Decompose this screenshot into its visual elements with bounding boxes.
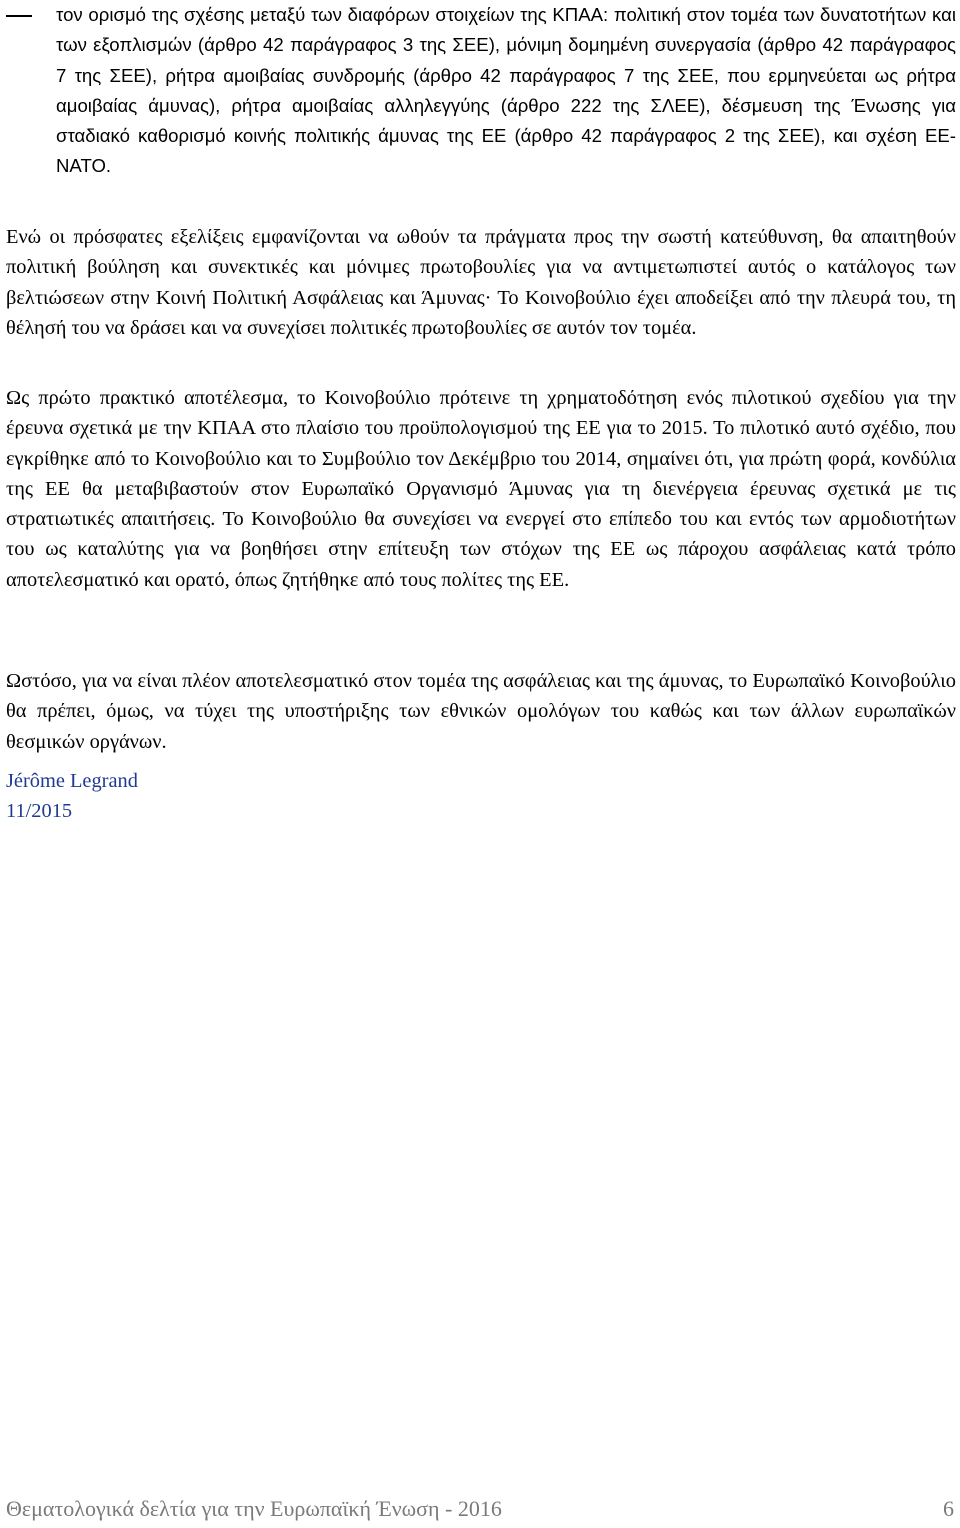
footer-title: Θεματολογικά δελτία για την Ευρωπαϊκή Ένωση - 2016 xyxy=(6,1496,502,1521)
paragraph-1: Ενώ οι πρόσφατες εξελίξεις εμφανίζονται να ωθούν τα πράγματα προς την σωστή κατεύθυνση, θα απαιτηθούν πολιτική βούληση και συνεκτικές και μόνιμες πρωτοβουλίες για να αντιμετωπιστεί αυτός ο κατάλογος των βελτιώσεων στην Κοινή Πολιτική Ασφάλειας και Άμυνας· Το Κοινοβούλιο έχει αποδείξει από την πλευρά του, τη θέλησή του να δράσει και να συνεχίσει πολιτικές πρωτοβουλίες σε αυτόν τον τομέα. xyxy=(6,226,956,339)
author-name: Jérôme Legrand xyxy=(6,770,138,792)
bullet-text: τον ορισμό της σχέσης μεταξύ των διαφόρων στοιχείων της ΚΠΑΑ: πολιτική στον τομέα των δυνατοτήτων και των εξοπλισμών (άρθρο 42 παράγραφος 3 της ΣΕΕ), μόνιμη δομημένη συνεργασία (άρθρο 42 παράγραφος 7 της ΣΕΕ), ρήτρα αμοιβαίας συνδρομής (άρθρο 42 παράγραφος 7 της ΣΕΕ, που ερμηνεύεται ως ρήτρα αμοιβαίας άμυνας), ρήτρα αμοιβαίας αλληλεγγύης (άρθρο 222 της ΣΛΕΕ), δέσμευση της Ένωσης για σταδιακό καθορισμό κοινής πολιτικής άμυνας της ΕΕ (άρθρο 42 παράγραφος 2 της ΣΕΕ), και σχέση ΕΕ-ΝΑΤΟ. xyxy=(56,4,956,177)
author-date: 11/2015 xyxy=(6,800,73,822)
paragraph-2: Ως πρώτο πρακτικό αποτέλεσμα, το Κοινοβούλιο πρότεινε τη χρηματοδότηση ενός πιλοτικού σχεδίου για την έρευνα σχετικά με την ΚΠΑΑ στο πλαίσιο του προϋπολογισμού της ΕΕ για το 2015. Το πιλοτικό αυτό σχέδιο, που εγκρίθηκε από το Κοινοβούλιο και το Συμβούλιο τον Δεκέμβριο του 2014, σημαίνει ότι, για πρώτη φορά, κονδύλια της ΕΕ θα μεταβιβαστούν στον Ευρωπαϊκό Οργανισμό Άμυνας για τη διενέργεια έρευνας σχετικά με τις στρατιωτικές απαιτήσεις. Το Κοινοβούλιο θα συνεχίσει να ενεργεί στο επίπεδο του και εντός των αρμοδιοτήτων του ως καταλύτης για να βοηθήσει στην επίτευξη των στόχων της ΕΕ ως πάροχου ασφάλειας κατά τρόπο αποτελεσματικό και ορατό, όπως ζητήθηκε από τους πολίτες της ΕΕ. xyxy=(6,387,956,591)
page-number: 6 xyxy=(943,1496,954,1521)
dash-bullet-icon xyxy=(6,15,32,17)
paragraph-3: Ωστόσο, για να είναι πλέον αποτελεσματικό στον τομέα της ασφάλειας και της άμυνας, το Ευρωπαϊκό Κοινοβούλιο θα πρέπει, όμως, να τύχει της υποστήριξης των εθνικών ομολόγων του καθώς και των άλλων ευρωπαϊκών θεσμικών οργάνων. xyxy=(6,670,956,753)
